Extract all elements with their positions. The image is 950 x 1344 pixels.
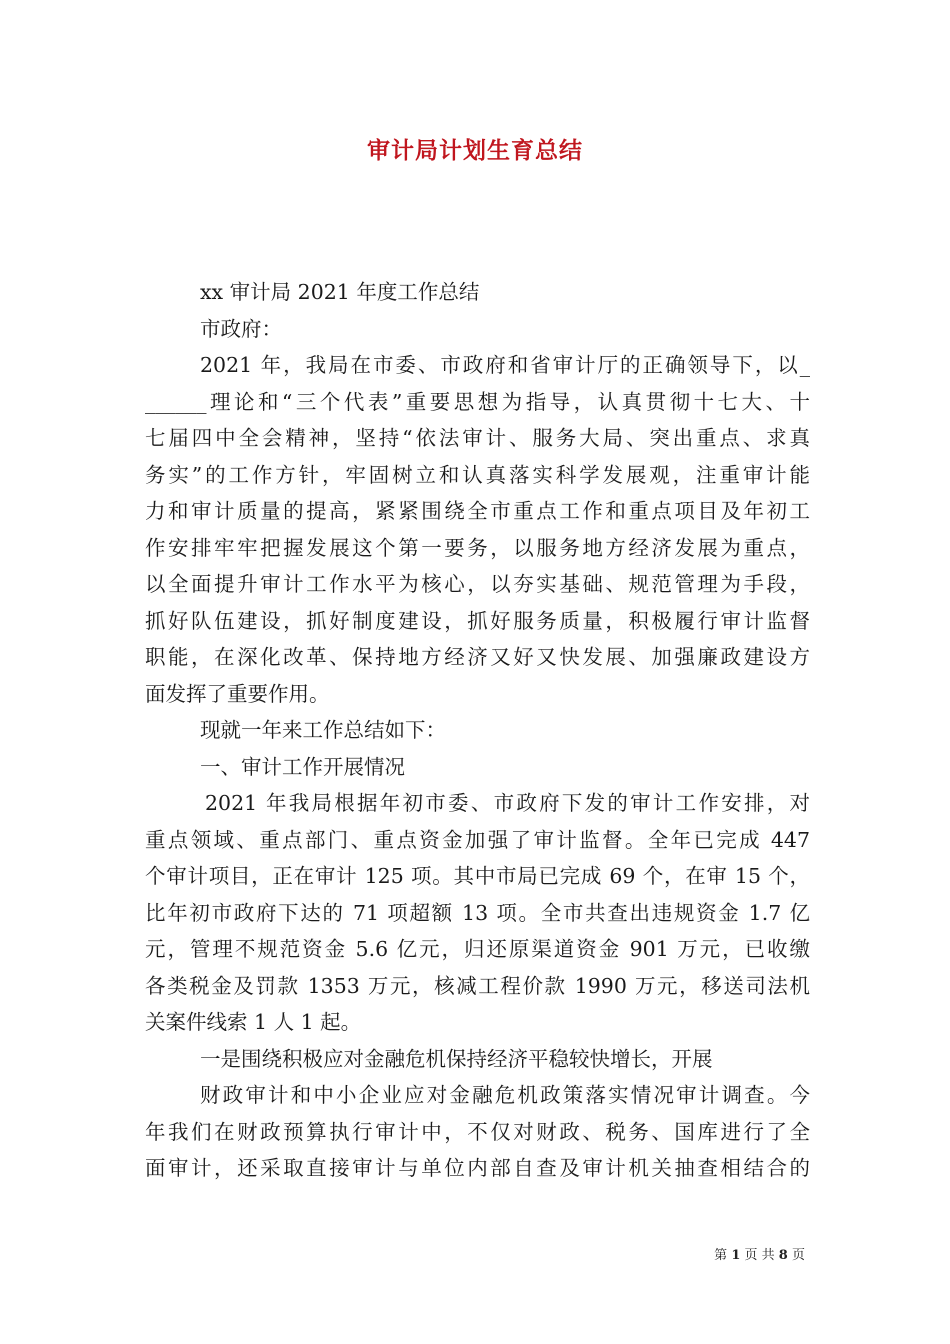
paragraph-line: 一是围绕积极应对金融危机保持经济平稳较快增长，开展 — [200, 1046, 713, 1071]
document-body — [145, 274, 810, 1187]
report-heading: xx 审计局 2021 年度工作总结 — [200, 280, 480, 304]
paragraph-line: 年我们在财政预算执行审计中，不仅对财政、税务、国库进行了全 — [145, 1119, 810, 1144]
page-footer — [714, 1244, 805, 1263]
current-page-number: 1 — [731, 1248, 741, 1263]
paragraph-line: 关案件线索 1 人 1 起。 — [145, 1010, 362, 1034]
paragraph-line: 务实”的工作方针，牢固树立和认真落实科学发展观，注重审计能 — [145, 462, 810, 487]
footer-suffix: 页 — [791, 1248, 805, 1263]
paragraph-line: 以全面提升审计工作水平为核心，以夯实基础、规范管理为手段， — [145, 572, 810, 596]
paragraph-line: 2021 年，我局在市委、市政府和省审计厅的正确领导下，以_ — [200, 353, 810, 377]
paragraph-line: 面审计，还采取直接审计与单位内部自查及审计机关抽查相结合的 — [145, 1156, 810, 1180]
paragraph-line: 作安排牢牢把握发展这个第一要务，以服务地方经济发展为重点， — [145, 535, 810, 560]
paragraph-line: 抓好队伍建设，抓好制度建设，抓好服务质量，积极履行审计监督 — [145, 608, 810, 633]
footer-middle: 页 共 — [744, 1248, 775, 1263]
paragraph-line: 各类税金及罚款 1353 万元，核减工程价款 1990 万元，移送司法机 — [145, 973, 810, 998]
summary-intro: 现就一年来工作总结如下： — [200, 718, 446, 742]
total-pages-number: 8 — [778, 1248, 788, 1263]
salutation: 市政府： — [200, 316, 282, 341]
paragraph-line: 重点领域、重点部门、重点资金加强了审计监督。全年已完成 447 — [145, 827, 810, 852]
paragraph-line: ______理论和“三个代表”重要思想为指导，认真贯彻十七大、十 — [145, 389, 810, 414]
paragraph-line: 面发挥了重要作用。 — [145, 681, 330, 706]
footer-prefix: 第 — [714, 1248, 728, 1263]
paragraph-line: 力和审计质量的提高，紧紧围绕全市重点工作和重点项目及年初工 — [145, 499, 810, 523]
paragraph-line: 七届四中全会精神，坚持“依法审计、服务大局、突出重点、求真 — [145, 426, 810, 450]
paragraph-line: 财政审计和中小企业应对金融危机政策落实情况审计调查。今 — [200, 1083, 810, 1107]
paragraph-line: 元，管理不规范资金 5.6 亿元，归还原渠道资金 901 万元，已收缴 — [145, 937, 810, 961]
section-heading: 一、审计工作开展情况 — [200, 754, 405, 779]
paragraph-line: 2021 年我局根据年初市委、市政府下发的审计工作安排，对 — [205, 791, 810, 815]
paragraph-line: 比年初市政府下达的 71 项超额 13 项。全市共查出违规资金 1.7 亿 — [145, 900, 810, 925]
paragraph-line: 职能，在深化改革、保持地方经济又好又快发展、加强廉政建设方 — [145, 645, 810, 669]
paragraph-line: 个审计项目，正在审计 125 项。其中市局已完成 69 个，在审 15 个， — [145, 864, 810, 888]
document-title: 审计局计划生育总结 — [367, 138, 583, 164]
